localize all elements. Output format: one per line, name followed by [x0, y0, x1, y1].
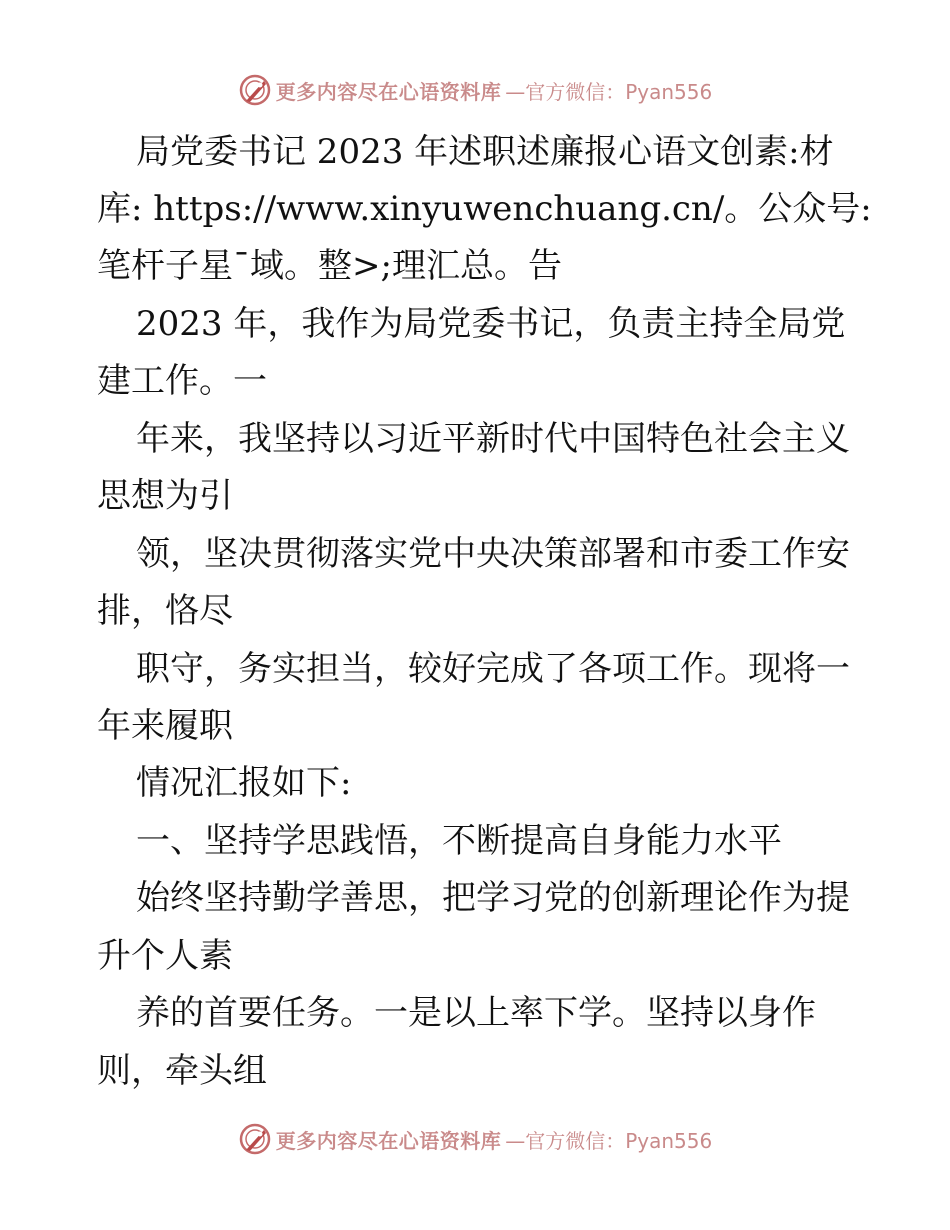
quill-logo-icon	[238, 73, 272, 107]
text-line: 领，坚决贯彻落实党中央决策部署和市委工作安	[136, 534, 850, 574]
text-line: 局党委书记 2023 年述职述廉报心语文创素:材	[136, 132, 834, 172]
text-line: 升个人素	[97, 936, 233, 976]
text-line: 年来，我坚持以习近平新时代中国特色社会主义	[136, 419, 850, 459]
banner-wechat-text: —官方微信：Pyan556	[505, 79, 713, 104]
text-line: 职守，务实担当，较好完成了各项工作。现将一	[136, 649, 850, 689]
banner-site-text: 更多内容尽在心语资料库	[275, 1128, 502, 1153]
text-line: 建工作。一	[97, 361, 267, 401]
text-line: 2023 年，我作为局党委书记，负责主持全局党	[136, 304, 846, 344]
text-line: 始终坚持勤学善思，把学习党的创新理论作为提	[136, 878, 850, 918]
quill-logo-icon	[238, 1122, 272, 1156]
text-line: 思想为引	[97, 476, 233, 516]
header-banner	[0, 70, 950, 110]
text-line: 则，牵头组	[97, 1051, 267, 1091]
footer-banner	[0, 1119, 950, 1159]
banner-site-text: 更多内容尽在心语资料库	[275, 79, 502, 104]
text-line: 笔杆子星¯域。整>;理汇总。告	[97, 246, 562, 286]
text-line: 库: https://www.xinyuwenchuang.cn/。公众号:	[97, 189, 872, 229]
text-line: 养的首要任务。一是以上率下学。坚持以身作	[136, 993, 816, 1033]
text-line: 年来履职	[97, 706, 233, 746]
text-line: 排，恪尽	[97, 591, 233, 631]
banner-wechat-text: —官方微信：Pyan556	[505, 1128, 713, 1153]
section-line: 情况汇报如下:	[136, 763, 352, 803]
section-heading: 一、坚持学思践悟，不断提高自身能力水平	[136, 821, 782, 861]
